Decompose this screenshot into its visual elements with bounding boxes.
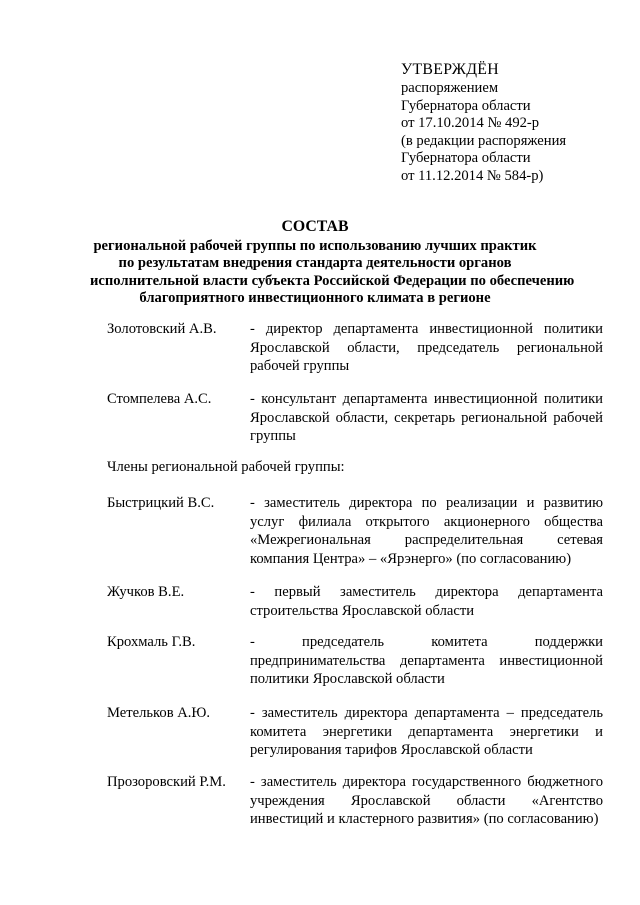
title-line: благоприятного инвестиционного климата в регионе [139, 290, 491, 307]
person-position: - заместитель директора по реализации и развитию услуг филиала открытого акционерного общества «Межрегиональная распределительная сетевая компания Центра» – «Ярэнерго» (по согласованию) [250, 495, 603, 567]
person-position: - директор департамента инвестиционной политики Ярославской области, председатель региональной рабочей группы [250, 321, 603, 374]
approval-line: Губернатора области [401, 150, 531, 167]
approval-line: Губернатора области [401, 97, 531, 114]
person-name: Метельков А.Ю. [107, 705, 211, 721]
approval-line: (в редакции распоряжения [401, 132, 567, 149]
person-position: - заместитель директора департамента – председатель комитета энергетики департамента энергетики и регулирования тарифов Ярославской области [250, 705, 603, 758]
person-name: Прозоровский Р.М. [107, 774, 226, 790]
title-line: по результатам внедрения стандарта деятельности органов [118, 255, 512, 272]
approval-line: распоряжением [401, 80, 499, 96]
person-position: - первый заместитель директора департамента строительства Ярославской области [250, 584, 603, 619]
approval-heading: УТВЕРЖДЁН [401, 61, 499, 78]
person-position: - заместитель директора государственного бюджетного учреждения Ярославской области «Агентство инвестиций и кластерного развития» (по согласованию) [250, 774, 603, 827]
person-name: Быстрицкий В.С. [107, 495, 215, 511]
person-name: Золотовский А.В. [107, 321, 217, 337]
approval-line: от 17.10.2014 № 492-р [401, 115, 540, 132]
person-name: Крохмаль Г.В. [107, 634, 196, 650]
document-title [90, 216, 575, 308]
title-main: СОСТАВ [281, 218, 349, 235]
title-line: исполнительной власти субъекта Российской Федерации по обеспечению [90, 272, 575, 289]
approval-line: от 11.12.2014 № 584-р) [401, 167, 544, 184]
title-line: региональной рабочей группы по использованию лучших практик [93, 238, 537, 254]
person-position: - консультант департамента инвестиционной политики Ярославской области, секретарь региональной рабочей группы [250, 391, 603, 444]
person-position: - председатель комитета поддержки предпринимательства департамента инвестиционной политики Ярославской области [250, 634, 603, 687]
person-name: Стомпелева А.С. [107, 391, 212, 407]
members-heading: Члены региональной рабочей группы: [107, 459, 345, 475]
person-name: Жучков В.Е. [107, 584, 185, 600]
approval-stamp [401, 60, 621, 186]
